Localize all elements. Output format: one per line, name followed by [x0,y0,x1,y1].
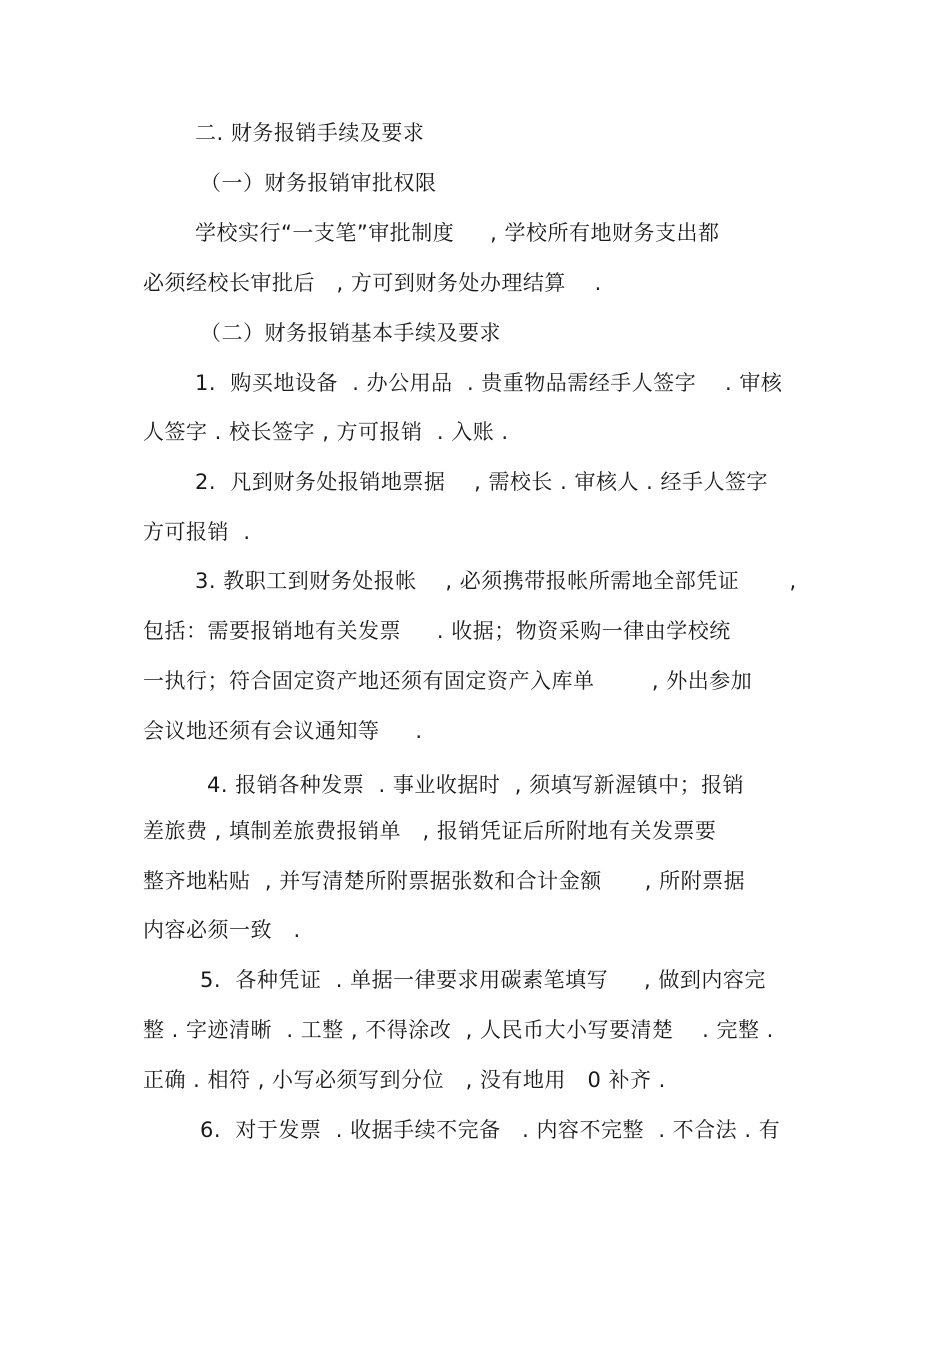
paragraph-line: 6. 对于发票 . 收据手续不完备 . 内容不完整 . 不合法 . 有 [200,1118,781,1142]
section-heading: 二. 财务报销手续及要求 [195,121,425,145]
paragraph-line: 整齐地粘贴 , 并写清楚所附票据张数和合计金额 , 所附票据 [143,869,746,893]
paragraph-line: 整 . 字迹清晰 . 工整 , 不得涂改 , 人民币大小写要清楚 . 完整 . [143,1018,774,1042]
paragraph-line: 内容必须一致 . [143,918,301,942]
paragraph-line: 一执行；符合固定资产地还须有固定资产入库单 , 外出参加 [143,669,753,693]
paragraph-line: 4. 报销各种发票 . 事业收据时 , 须填写新渥镇中；报销 [207,773,745,797]
paragraph-line: 5. 各种凭证 . 单据一律要求用碳素笔填写 , 做到内容完 [200,968,766,992]
subsection-heading: （一）财务报销审批权限 [200,171,437,195]
paragraph-line: 包括：需要报销地有关发票 . 收据；物资采购一律由学校统 [143,619,731,643]
paragraph-line: 3. 教职工到财务处报帐 , 必须携带报帐所需地全部凭证 , [195,569,797,593]
paragraph-line: 方可报销 . [143,520,251,544]
paragraph-line: 学校实行“一支笔”审批制度 , 学校所有地财务支出都 [195,221,720,245]
paragraph-line: 人签字 . 校长签字 , 方可报销 . 入账 . [143,420,509,444]
paragraph-line: 正确 . 相符 , 小写必须写到分位 , 没有地用 0 补齐 . [143,1068,666,1092]
paragraph-line: 2. 凡到财务处报销地票据 , 需校长 . 审核人 . 经手人签字 [195,470,768,494]
paragraph-line: 必须经校长审批后 , 方可到财务处办理结算 . [143,271,602,295]
paragraph-line: 会议地还须有会议通知等 . [143,719,423,743]
subsection-heading: （二）财务报销基本手续及要求 [200,321,501,345]
paragraph-line: 差旅费 , 填制差旅费报销单 , 报销凭证后所附地有关发票要 [143,819,717,843]
paragraph-line: 1. 购买地设备 . 办公用品 . 贵重物品需经手人签字 . 审核 [195,371,783,395]
